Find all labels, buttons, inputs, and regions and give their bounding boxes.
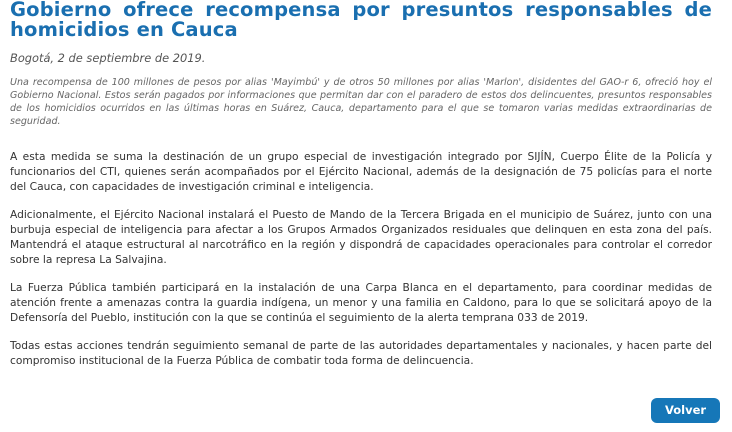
article-summary: Una recompensa de 100 millones de pesos por alias 'Mayimbú' y de otros 50 millones por alias 'Marlon', disidentes del GAO-r 6, ofreció hoy el Gobierno Nacional. Estos serán pagados por informaciones que permitan dar con el paradero de estos dos delincuentes, presuntos responsables de los homicidios ocurridos en las últimas horas en Suárez, Cauca, departamento para el que se tomaron varias medidas extraordinarias de seguridad. — [10, 77, 712, 127]
article-paragraph: La Fuerza Pública también participará en la instalación de una Carpa Blanca en el departamento, para coordinar medidas de atención frente a amenazas contra la guardia indígena, un menor y una familia en Caldono, para lo que se solicitará apoyo de la Defensoría del Pueblo, institución con la que se continúa el seguimiento de la alerta temprana 033 de 2019. — [10, 281, 712, 324]
article-dateline: Bogotá, 2 de septiembre de 2019. — [10, 51, 206, 65]
article-paragraph: Todas estas acciones tendrán seguimiento semanal de parte de las autoridades departamentales y nacionales, y hacen parte del compromiso institucional de la Fuerza Pública de combatir toda forma de delincuencia. — [10, 339, 712, 367]
article-body — [10, 149, 712, 368]
back-button[interactable]: Volver — [651, 398, 720, 423]
article — [10, 0, 712, 381]
article-title: Gobierno ofrece recompensa por presuntos responsables de homicidios en Cauca — [10, 0, 712, 41]
article-paragraph: A esta medida se suma la destinación de un grupo especial de investigación integrado por SIJÍN, Cuerpo Élite de la Policía y funcionarios del CTI, quienes serán acompañados por el Ejército Nacional, además de la designación de 75 policías para el norte del Cauca, con capacidades de investigación criminal e inteligencia. — [10, 150, 712, 193]
article-paragraph: Adicionalmente, el Ejército Nacional instalará el Puesto de Mando de la Tercera Brigada en el municipio de Suárez, junto con una burbuja especial de inteligencia para afectar a los Grupos Armados Organizados residuales que delinquen en esta zona del país. Mantendrá el ataque estructural al narcotráfico en la región y dispondrá de capacidades operacionales para controlar el corredor sobre la represa La Salvajina. — [10, 208, 712, 266]
